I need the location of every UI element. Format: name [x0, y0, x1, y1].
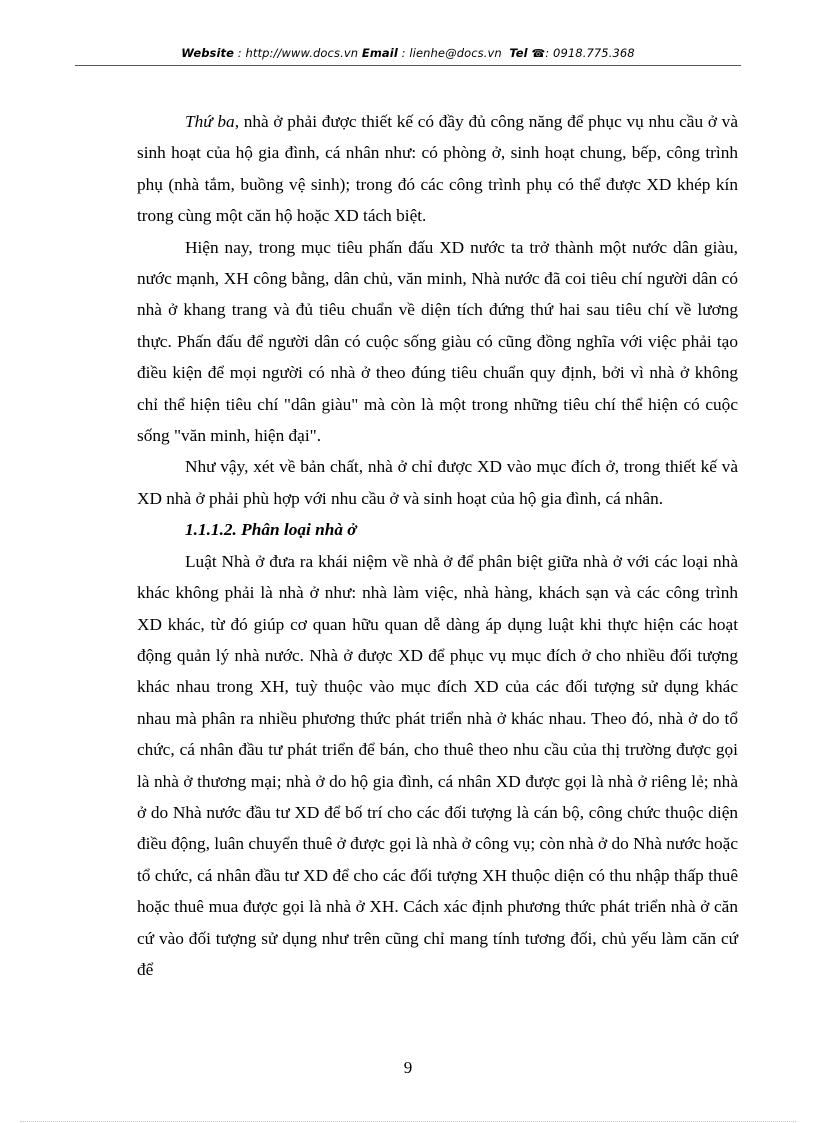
page-number: 9: [403, 1058, 413, 1077]
paragraph-1-lead: Thứ ba: [185, 112, 235, 131]
header-divider: [75, 65, 741, 66]
header-tel-value: : 0918.775.368: [545, 46, 635, 60]
header-email-label: Email: [361, 46, 398, 60]
paragraph-1-text: , nhà ở phải được thiết kế có đầy đủ công năng để phục vụ nhu cầu ở và sinh hoạt của hộ gia đình, cá nhân như: có phòng ở, sinh hoạt chung, bếp, công trình phụ (nhà tắm, buồng vệ sinh); trong đó các công trình phụ có thể được XD khép kín trong cùng một căn hộ hoặc XD tách biệt.: [137, 112, 738, 226]
header-email-link[interactable]: lienhe@docs.vn: [409, 46, 502, 60]
paragraph-1: [137, 106, 738, 232]
footer-divider: [20, 1121, 796, 1122]
header-website-label: Website: [181, 46, 235, 60]
section-heading: 1.1.1.2. Phân loại nhà ở: [185, 520, 357, 540]
header-tel-label: Tel: [509, 46, 528, 60]
document-body: [137, 106, 738, 985]
header-email-sep: :: [397, 46, 410, 60]
phone-icon: ☎: [531, 47, 546, 60]
paragraph-4: Luật Nhà ở đưa ra khái niệm về nhà ở để phân biệt giữa nhà ở với các loại nhà khác không phải là nhà ở như: nhà làm việc, nhà hàng, khách sạn và các công trình XD khác, từ đó giúp cơ quan hữu quan dễ dàng áp dụng luật khi thực hiện các hoạt động quản lý nhà nước. Nhà ở được XD để phục vụ mục đích ở cho nhiều đối tượng khác nhau trong XH, tuỳ thuộc vào mục đích XD của các đối tượng sử dụng khác nhau mà phân ra nhiều phương thức phát triển nhà ở khác nhau. Theo đó, nhà ở do tổ chức, cá nhân đầu tư phát triển để bán, cho thuê theo nhu cầu của thị trường được gọi là nhà ở thương mại; nhà ở do hộ gia đình, cá nhân XD được gọi là nhà ở riêng lẻ; nhà ở do Nhà nước đầu tư XD để bố trí cho các đối tượng là cán bộ, công chức thuộc diện điều động, luân chuyển thuê ở được gọi là nhà ở công vụ; còn nhà ở do Nhà nước hoặc tổ chức, cá nhân đầu tư XD để cho các đối tượng XH thuộc diện có thu nhập thấp thuê hoặc thuê mua được gọi là nhà ở XH. Cách xác định phương thức phát triển nhà ở căn cứ vào đối tượng sử dụng như trên cũng chỉ mang tính tương đối, chủ yếu làm căn cứ để: [137, 551, 738, 979]
header-website-link[interactable]: http://www.docs.vn: [245, 46, 359, 60]
page-header: [0, 46, 816, 60]
paragraph-2: Hiện nay, trong mục tiêu phấn đấu XD nước ta trở thành một nước dân giàu, nước mạnh, XH công bằng, dân chủ, văn minh, Nhà nước đã coi tiêu chí người dân có nhà ở khang trang và đủ tiêu chuẩn về diện tích đứng thứ hai sau tiêu chí về lương thực. Phấn đấu để người dân có cuộc sống giàu có cũng đồng nghĩa với việc phải tạo điều kiện để mọi người có nhà ở theo đúng tiêu chuẩn quy định, bởi vì nhà ở không chỉ thể hiện tiêu chí "dân giàu" mà còn là một trong những tiêu chí thể hiện có cuộc sống "văn minh, hiện đại".: [137, 237, 738, 446]
paragraph-3: Như vậy, xét về bản chất, nhà ở chỉ được XD vào mục đích ở, trong thiết kế và XD nhà ở phải phù hợp với nhu cầu ở và sinh hoạt của hộ gia đình, cá nhân.: [137, 457, 738, 508]
header-website-sep: :: [234, 46, 246, 60]
